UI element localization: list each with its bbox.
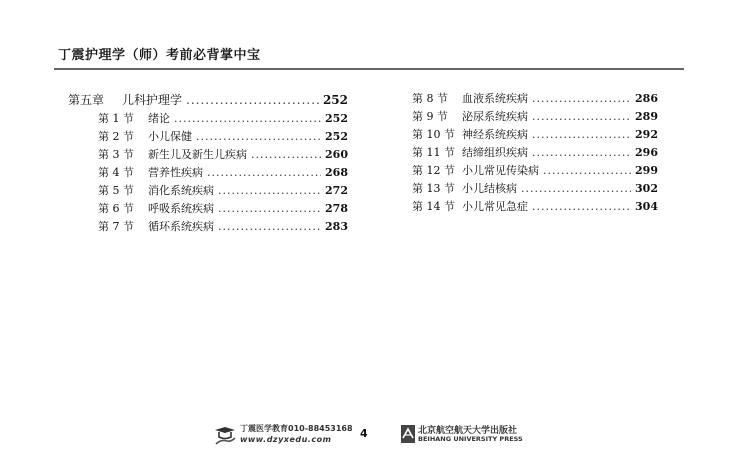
section-page: 283 bbox=[325, 220, 348, 233]
section-number: 第 7 节 bbox=[98, 220, 134, 233]
section-page: 278 bbox=[325, 202, 348, 215]
section-page: 304 bbox=[635, 200, 658, 213]
toc-section-row[interactable] bbox=[68, 128, 348, 146]
toc-section-row[interactable] bbox=[412, 198, 658, 216]
toc-section-row[interactable] bbox=[412, 90, 658, 108]
toc-section-row[interactable] bbox=[412, 144, 658, 162]
footer-right-brand: 北京航空航天大学出版社 bbox=[418, 426, 518, 436]
page-footer bbox=[0, 422, 750, 452]
section-number: 第 8 节 bbox=[412, 92, 448, 105]
section-number: 第 5 节 bbox=[98, 184, 134, 197]
toc-section-row[interactable] bbox=[68, 164, 348, 182]
section-number: 第 1 节 bbox=[98, 112, 134, 125]
dot-leader bbox=[532, 126, 631, 144]
section-number: 第 2 节 bbox=[98, 130, 134, 143]
section-title: 小儿结核病 bbox=[462, 182, 517, 195]
publisher-logo-icon bbox=[213, 424, 237, 446]
toc-right-column bbox=[412, 90, 658, 216]
toc-section-row[interactable] bbox=[412, 162, 658, 180]
section-page: 286 bbox=[635, 92, 658, 105]
section-title: 结缔组织疾病 bbox=[462, 146, 528, 159]
section-page: 302 bbox=[635, 182, 658, 195]
section-page: 268 bbox=[325, 166, 348, 179]
section-page: 289 bbox=[635, 110, 658, 123]
section-number: 第 6 节 bbox=[98, 202, 134, 215]
section-title: 绪论 bbox=[148, 112, 170, 125]
toc-section-row[interactable] bbox=[412, 180, 658, 198]
dot-leader bbox=[196, 128, 321, 146]
section-title: 泌尿系统疾病 bbox=[462, 110, 528, 123]
section-title: 营养性疾病 bbox=[148, 166, 203, 179]
dot-leader bbox=[543, 162, 631, 180]
footer-website[interactable]: www.dzyxedu.com bbox=[240, 435, 332, 444]
header-title: 丁震护理学（师）考前必背掌中宝 bbox=[58, 48, 261, 63]
dot-leader bbox=[207, 164, 321, 182]
dot-leader bbox=[186, 90, 319, 110]
toc-section-row[interactable] bbox=[68, 200, 348, 218]
dot-leader bbox=[532, 90, 631, 108]
section-number: 第 10 节 bbox=[412, 128, 455, 141]
dot-leader bbox=[532, 108, 631, 126]
section-title: 血液系统疾病 bbox=[462, 92, 528, 105]
page-number: 4 bbox=[360, 427, 368, 440]
section-page: 252 bbox=[325, 130, 348, 143]
chapter-number: 第五章 bbox=[68, 93, 105, 107]
section-page: 260 bbox=[325, 148, 348, 161]
dot-leader bbox=[521, 180, 631, 198]
section-title: 小儿保健 bbox=[148, 130, 192, 143]
toc-section-row[interactable] bbox=[68, 218, 348, 236]
toc-section-row[interactable] bbox=[68, 182, 348, 200]
section-page: 252 bbox=[325, 112, 348, 125]
section-number: 第 4 节 bbox=[98, 166, 134, 179]
section-number: 第 3 节 bbox=[98, 148, 134, 161]
dot-leader bbox=[532, 198, 631, 216]
dot-leader bbox=[251, 146, 321, 164]
dot-leader bbox=[218, 182, 321, 200]
toc-left-column bbox=[68, 90, 348, 236]
section-title: 新生儿及新生儿疾病 bbox=[148, 148, 247, 161]
toc-section-row[interactable] bbox=[68, 110, 348, 128]
section-title: 神经系统疾病 bbox=[462, 128, 528, 141]
section-title: 消化系统疾病 bbox=[148, 184, 214, 197]
section-title: 呼吸系统疾病 bbox=[148, 202, 214, 215]
dot-leader bbox=[532, 144, 631, 162]
section-number: 第 9 节 bbox=[412, 110, 448, 123]
section-page: 296 bbox=[635, 146, 658, 159]
section-title: 小儿常见急症 bbox=[462, 200, 528, 213]
toc-section-row[interactable] bbox=[412, 108, 658, 126]
dot-leader bbox=[218, 218, 321, 236]
section-number: 第 12 节 bbox=[412, 164, 455, 177]
footer-right-brand-en: BEIHANG UNIVERSITY PRESS bbox=[418, 435, 523, 443]
section-page: 272 bbox=[325, 184, 348, 197]
section-title: 小儿常见传染病 bbox=[462, 164, 539, 177]
toc-chapter-row[interactable] bbox=[68, 90, 348, 110]
section-number: 第 11 节 bbox=[412, 146, 455, 159]
footer-left-brand: 丁震医学教育010-88453168 bbox=[240, 424, 353, 433]
section-page: 292 bbox=[635, 128, 658, 141]
header-divider bbox=[54, 68, 684, 70]
section-number: 第 13 节 bbox=[412, 182, 455, 195]
toc-section-row[interactable] bbox=[412, 126, 658, 144]
section-number: 第 14 节 bbox=[412, 200, 455, 213]
section-title: 循环系统疾病 bbox=[148, 220, 214, 233]
section-page: 299 bbox=[635, 164, 658, 177]
toc-section-row[interactable] bbox=[68, 146, 348, 164]
dot-leader bbox=[174, 110, 321, 128]
chapter-title: 儿科护理学 bbox=[122, 93, 183, 107]
dot-leader bbox=[218, 200, 321, 218]
university-press-logo-icon bbox=[400, 424, 416, 444]
chapter-page: 252 bbox=[322, 93, 348, 107]
